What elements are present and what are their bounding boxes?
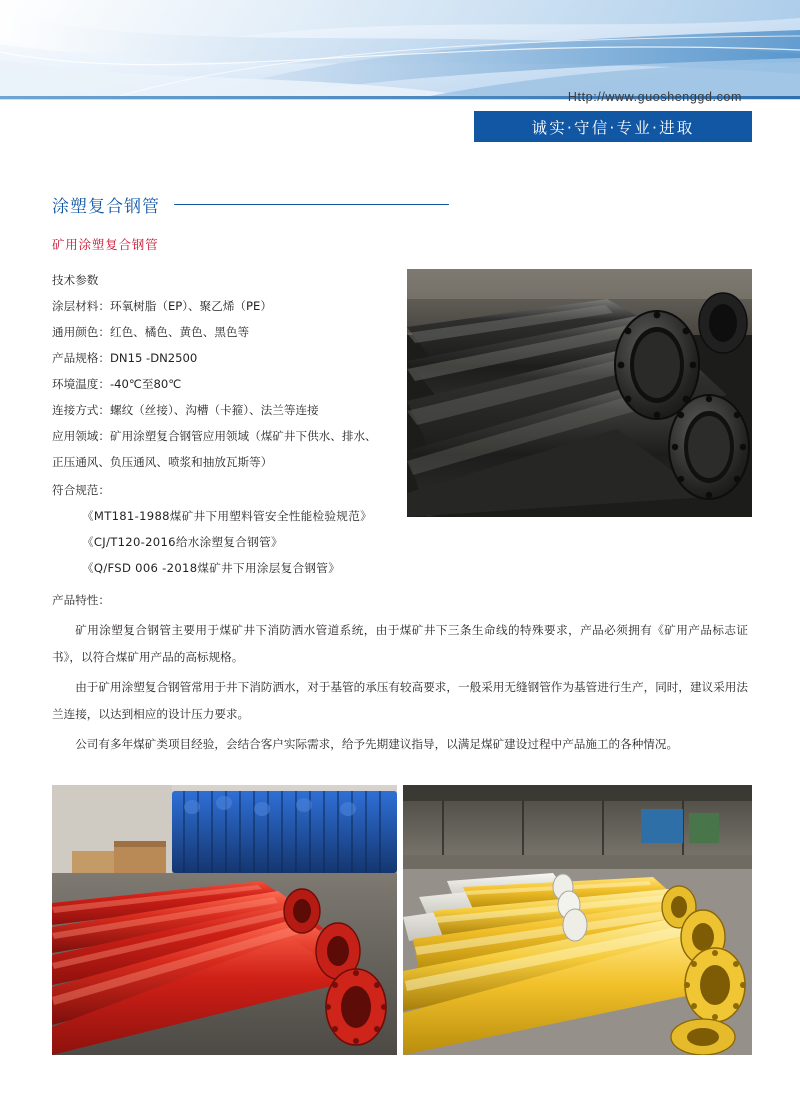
technical-parameters xyxy=(52,267,412,475)
feature-paragraph-2: 由于矿用涂塑复合钢管常用于井下消防洒水，对于基管的承压有较高要求，一般采用无缝钢管作为基管进行生产，同时，建议采用法兰连接，以达到相应的设计压力要求。 xyxy=(52,680,748,721)
product-features-block xyxy=(52,587,748,758)
feature-paragraph-1: 矿用涂塑复合钢管主要用于煤矿井下消防洒水管道系统，由于煤矿井下三条生命线的特殊要求，产品必须拥有《矿用产品标志证书》，以符合煤矿用产品的高标规格。 xyxy=(52,623,748,664)
section-title-row xyxy=(52,192,752,217)
spec-size-range: 产品规格：DN15 -DN2500 xyxy=(52,351,198,365)
page-title: 涂塑复合钢管 xyxy=(52,197,160,217)
page-header-banner xyxy=(0,0,800,160)
black-coated-steel-pipes-photo xyxy=(407,269,752,517)
yellow-coated-steel-pipes-photo xyxy=(403,785,752,1055)
red-coated-steel-pipes-photo xyxy=(52,785,397,1055)
spec-connection-types: 连接方式：螺纹（丝接）、沟槽（卡箍）、法兰等连接 xyxy=(52,403,319,417)
spec-application-fields-1: 应用领域：矿用涂塑复合钢管应用领域（煤矿井下供水、排水、 xyxy=(52,429,377,443)
product-gallery xyxy=(52,785,752,1055)
company-website-url[interactable]: Http://www.guoshenggd.com xyxy=(567,90,742,104)
standard-item-mt181: 《MT181-1988煤矿井下用塑料管安全性能检验规范》 xyxy=(82,509,372,523)
spec-application-fields-2: 正压通风、负压通风、喷浆和抽放瓦斯等） xyxy=(52,455,273,469)
document-content xyxy=(0,160,800,758)
company-slogan-text: 诚实·守信·专业·进取 xyxy=(531,118,695,137)
spec-coating-material: 涂层材料：环氧树脂（EP）、聚乙烯（PE） xyxy=(52,299,272,313)
title-divider xyxy=(174,204,449,205)
standards-heading: 符合规范： xyxy=(52,483,110,497)
spec-temperature-range: 环境温度：-40℃至80℃ xyxy=(52,377,182,391)
product-subtitle: 矿用涂塑复合钢管 xyxy=(52,237,159,252)
spec-colors: 通用颜色：红色、橘色、黄色、黑色等 xyxy=(52,325,250,339)
spec-and-photo-block xyxy=(0,267,800,758)
standard-item-cjt120: 《CJ/T120-2016给水涂塑复合钢管》 xyxy=(82,535,283,549)
company-slogan-banner xyxy=(474,111,752,142)
feature-paragraph-3: 公司有多年煤矿类项目经验，会结合客户实际需求，给予先期建议指导，以满足煤矿建设过程中产品施工的各种情况。 xyxy=(75,737,679,751)
spec-heading: 技术参数 xyxy=(52,273,99,287)
standard-item-qfsd006: 《Q/FSD 006 -2018煤矿井下用涂层复合钢管》 xyxy=(82,561,341,575)
features-heading: 产品特性： xyxy=(52,593,110,607)
